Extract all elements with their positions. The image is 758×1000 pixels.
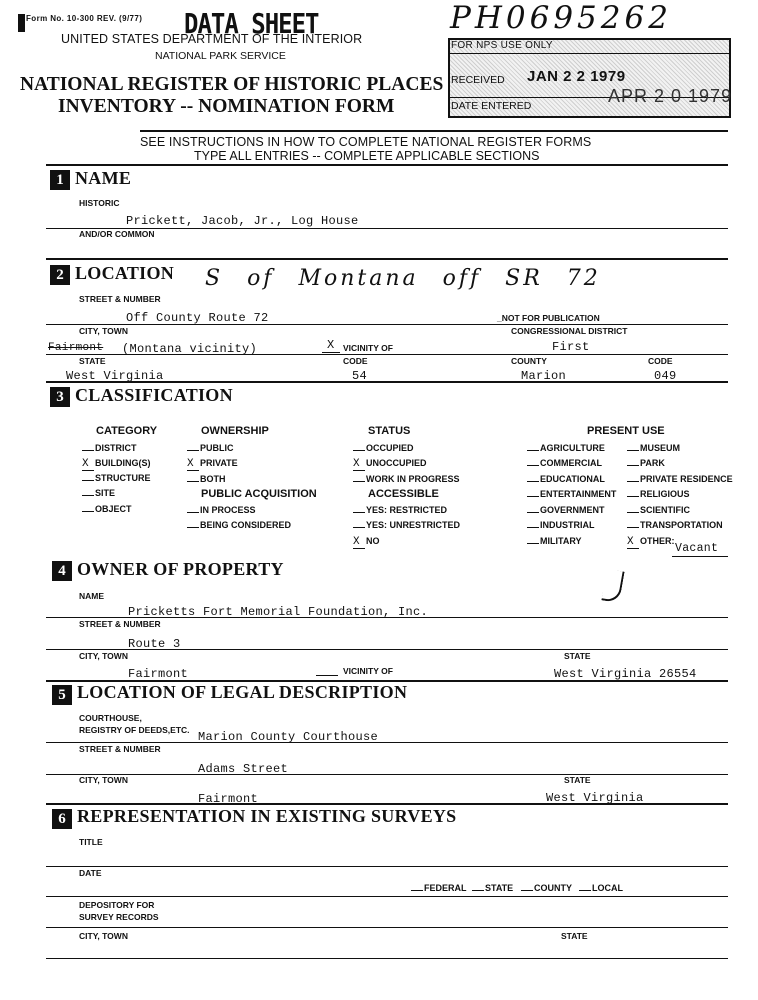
use-government-label: GOVERNMENT [540,505,605,515]
survey-date-line [46,896,728,897]
survey-city-line [46,958,728,959]
acquisition-in-process[interactable] [187,505,256,515]
use-military-label: MILITARY [540,536,582,546]
use-religious[interactable] [627,489,690,499]
ownership-private-mark: X [187,458,199,471]
use-transportation-label: TRANSPORTATION [640,520,723,530]
section1-number: 1 [50,170,70,190]
section6-title: REPRESENTATION IN EXISTING SURVEYS [77,806,457,826]
legal-city-value: Fairmont [198,792,259,806]
accessible-restricted-mark [353,512,365,513]
legal-street-label: STREET & NUMBER [79,744,161,754]
survey-state-blank [472,890,484,891]
use-private-residence[interactable] [627,474,733,484]
city-value-struck: Fairmont [48,342,104,354]
state-label: STATE [79,356,106,366]
use-commercial-label: COMMERCIAL [540,458,602,468]
use-government-mark [527,512,539,513]
county-label: COUNTY [511,356,547,366]
use-scientific[interactable] [627,505,690,515]
use-other-mark: X [627,536,639,549]
service-name: NATIONAL PARK SERVICE [155,50,286,62]
state-value: West Virginia [66,369,164,383]
use-other[interactable] [627,536,675,549]
survey-local-blank [579,890,591,891]
category-buildings-label: BUILDING(S) [95,458,151,468]
form-number: Form No. 10-300 REV. (9/77) [26,14,143,23]
accessible-unrestricted[interactable] [353,520,460,530]
category-heading: CATEGORY [96,425,158,437]
date-entered-value: APR 2 0 1979 [608,86,733,106]
historic-label: HISTORIC [79,198,120,208]
status-work-in-progress[interactable] [353,474,460,484]
status-occupied-label: OCCUPIED [366,443,414,453]
common-label: AND/OR COMMON [79,229,155,239]
use-government[interactable] [527,505,605,515]
accessible-no[interactable] [353,536,380,549]
survey-state[interactable] [472,883,513,893]
section6-number: 6 [52,809,72,829]
survey-city-label: CITY, TOWN [79,931,128,941]
instructions-rule [46,164,728,166]
congressional-district-value: First [552,340,590,354]
acquisition-being-considered-mark [187,527,199,528]
survey-title-line [46,866,728,867]
owner-name-value: Pricketts Fort Memorial Foundation, Inc. [128,605,429,619]
survey-title-label: TITLE [79,837,103,847]
legal-street-line [46,774,728,775]
form-title-line1: NATIONAL REGISTER OF HISTORIC PLACES [20,74,444,95]
use-military-mark [527,543,539,544]
courthouse-value: Marion County Courthouse [198,730,379,744]
use-educational-mark [527,481,539,482]
section5-number: 5 [52,685,72,705]
historic-name-value: Prickett, Jacob, Jr., Log House [126,214,359,228]
depository-label2: SURVEY RECORDS [79,912,159,922]
category-structure-label: STRUCTURE [95,473,151,483]
use-entertainment-mark [527,496,539,497]
depository-line [46,927,728,928]
category-site-label: SITE [95,488,116,498]
not-for-publication: _NOT FOR PUBLICATION [497,313,600,323]
form-corner-mark [18,14,25,32]
use-museum-mark [627,450,639,451]
vicinity-mark: X [327,338,335,352]
section2-number: 2 [50,265,70,285]
vicinity-underline [322,352,340,353]
use-entertainment-label: ENTERTAINMENT [540,489,617,499]
survey-federal-blank [411,890,423,891]
ownership-public[interactable] [187,443,234,453]
city-line [46,354,728,355]
acquisition-being-considered[interactable] [187,520,291,530]
use-other-label: OTHER: [640,536,675,546]
use-transportation-mark [627,527,639,528]
category-structure[interactable] [82,473,151,483]
accessible-no-label: NO [366,536,380,546]
owner-name-label: NAME [79,591,105,601]
section5-rule [46,803,728,805]
use-commercial-mark [527,465,539,466]
category-buildings[interactable] [82,458,151,471]
category-structure-mark [82,480,94,481]
street-line [46,324,728,325]
use-agriculture-label: AGRICULTURE [540,443,605,453]
use-museum[interactable] [627,443,680,453]
survey-date-label: DATE [79,868,102,878]
ownership-both[interactable] [187,474,226,484]
use-park[interactable] [627,458,665,468]
use-other-value: Vacant [675,542,719,555]
instructions-line2: TYPE ALL ENTRIES -- COMPLETE APPLICABLE SECTIONS [194,149,540,163]
other-underline [672,556,728,557]
city-value: (Montana vicinity) [122,342,258,356]
use-agriculture[interactable] [527,443,605,453]
survey-county-blank [521,890,533,891]
status-occupied-mark [353,450,365,451]
use-religious-mark [627,496,639,497]
section4-title: OWNER OF PROPERTY [77,559,284,579]
section2-rule [46,381,728,383]
category-site[interactable] [82,488,115,498]
state-code-label: CODE [343,356,368,366]
use-scientific-mark [627,512,639,513]
survey-county-label: COUNTY [534,883,572,893]
use-industrial-mark [527,527,539,528]
owner-state-value: West Virginia 26554 [554,667,697,681]
form-title-line2: INVENTORY -- NOMINATION FORM [58,96,395,117]
date-entered-label: DATE ENTERED [451,100,532,112]
congressional-district-label: CONGRESSIONAL DISTRICT [511,326,628,336]
use-industrial[interactable] [527,520,595,530]
acquisition-being-considered-label: BEING CONSIDERED [200,520,292,530]
category-object[interactable] [82,504,132,514]
category-buildings-mark: X [82,458,94,471]
legal-city-label: CITY, TOWN [79,775,128,785]
legal-state-value: West Virginia [546,791,644,805]
use-agriculture-mark [527,450,539,451]
ownership-both-mark [187,481,199,482]
status-unoccupied[interactable] [353,458,427,471]
survey-local-label: LOCAL [592,883,623,893]
check-mark [601,569,624,604]
city-town-label: CITY, TOWN [79,326,128,336]
use-educational[interactable] [527,474,605,484]
department-name: UNITED STATES DEPARTMENT OF THE INTERIOR [61,32,363,46]
owner-state-label: STATE [564,651,591,661]
category-district[interactable] [82,443,137,453]
section1-rule [46,258,728,260]
header-rule [140,130,728,132]
accessible-restricted-label: YES: RESTRICTED [366,505,448,515]
accessible-no-mark: X [353,536,365,549]
section3-title: CLASSIFICATION [75,385,233,405]
section1-title: NAME [75,168,132,188]
use-scientific-label: SCIENTIFIC [640,505,691,515]
legal-state-label: STATE [564,775,591,785]
depository-label1: DEPOSITORY FOR [79,900,155,910]
use-park-label: PARK [640,458,665,468]
status-unoccupied-mark: X [353,458,365,471]
state-code-value: 54 [352,369,368,383]
owner-name-line [46,617,728,618]
status-occupied[interactable] [353,443,414,453]
public-acquisition-heading: PUBLIC ACQUISITION [201,488,317,500]
status-work-in-progress-label: WORK IN PROGRESS [366,474,460,484]
survey-federal-label: FEDERAL [424,883,467,893]
section5-title: LOCATION OF LEGAL DESCRIPTION [77,682,408,702]
ownership-private-label: PRIVATE [200,458,238,468]
use-private-residence-label: PRIVATE RESIDENCE [640,474,733,484]
survey-federal[interactable] [411,883,467,893]
accessible-unrestricted-mark [353,527,365,528]
legal-street-value: Adams Street [198,762,289,776]
survey-county[interactable] [521,883,572,893]
vicinity-label: VICINITY OF [343,343,393,353]
location-handwritten-note: S of Montana off SR 72 [205,266,601,291]
use-park-mark [627,465,639,466]
category-site-mark [82,495,94,496]
status-work-in-progress-mark [353,481,365,482]
received-date: JAN 2 2 1979 [527,68,626,85]
use-commercial[interactable] [527,458,602,468]
use-transportation[interactable] [627,520,723,530]
section4-number: 4 [52,561,72,581]
owner-city-value: Fairmont [128,667,189,681]
use-religious-label: RELIGIOUS [640,489,690,499]
status-heading: STATUS [368,425,411,437]
section2-title: LOCATION [75,263,175,283]
nps-line-1 [448,53,731,54]
acquisition-in-process-mark [187,512,199,513]
status-unoccupied-label: UNOCCUPIED [366,458,427,468]
ownership-public-label: PUBLIC [200,443,234,453]
owner-vicinity-underline [316,675,338,676]
survey-state-label: STATE [485,883,514,893]
section3-number: 3 [50,387,70,407]
accessible-restricted[interactable] [353,505,447,515]
use-entertainment[interactable] [527,489,616,499]
category-district-mark [82,450,94,451]
ownership-heading: OWNERSHIP [201,425,269,437]
use-military[interactable] [527,536,582,546]
county-code-value: 049 [654,369,677,383]
use-private-residence-mark [627,481,639,482]
owner-street-label: STREET & NUMBER [79,619,161,629]
instructions-line1: SEE INSTRUCTIONS IN HOW TO COMPLETE NATIONAL REGISTER FORMS [140,135,592,149]
ownership-private[interactable] [187,458,238,471]
street-number-label: STREET & NUMBER [79,294,161,304]
courthouse-label: COURTHOUSE, [79,713,142,723]
use-educational-label: EDUCATIONAL [540,474,605,484]
use-museum-label: MUSEUM [640,443,680,453]
ownership-both-label: BOTH [200,474,226,484]
category-object-label: OBJECT [95,504,132,514]
data-sheet-stamp: DATA SHEET [184,7,319,41]
ownership-public-mark [187,450,199,451]
county-code-label: CODE [648,356,673,366]
accessible-heading: ACCESSIBLE [368,488,439,500]
survey-state-label: STATE [561,931,588,941]
owner-street-line [46,649,728,650]
survey-local[interactable] [579,883,623,893]
acquisition-in-process-label: IN PROCESS [200,505,256,515]
county-value: Marion [521,369,567,383]
present-use-heading: PRESENT USE [587,425,665,437]
category-district-label: DISTRICT [95,443,137,453]
use-industrial-label: INDUSTRIAL [540,520,595,530]
handwritten-document-id: PH0695262 [450,0,672,36]
received-label: RECEIVED [451,74,505,86]
courthouse-line [46,742,728,743]
owner-vicinity-label: VICINITY OF [343,666,393,676]
owner-street-value: Route 3 [128,637,181,651]
owner-city-label: CITY, TOWN [79,651,128,661]
category-object-mark [82,511,94,512]
registry-label: REGISTRY OF DEEDS,ETC. [79,725,190,735]
accessible-unrestricted-label: YES: UNRESTRICTED [366,520,461,530]
nps-use-label: FOR NPS USE ONLY [451,40,553,51]
street-number-value: Off County Route 72 [126,311,269,325]
